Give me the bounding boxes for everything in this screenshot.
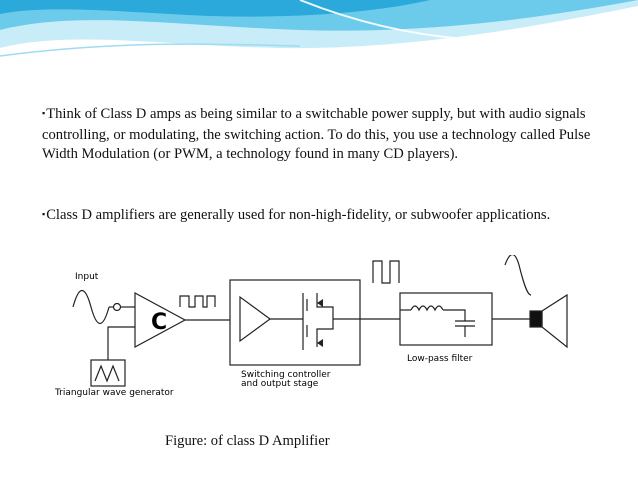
header-wave-decoration [0,0,638,80]
inductor-coil [411,306,443,310]
bullet-text: Class D amplifiers are generally used for non-high-fidelity, or subwoofer applications. [46,207,551,223]
driver-triangle [240,297,270,341]
bullet-pwm-explanation [42,105,602,165]
figure-caption: Figure: of class D Amplifier [165,433,330,449]
low-pass-filter-box [400,293,492,345]
switching-label-line2: and output stage [241,379,319,389]
input-label: Input [75,272,99,282]
input-terminal [114,304,121,311]
pwm-pulse-large [373,261,399,283]
switching-stage-box [230,280,360,365]
triangle-wave-icon [95,366,119,381]
comparator-label: C [151,310,168,335]
output-sine-wave [505,255,531,295]
speaker-cone [542,295,567,347]
bullet-marker: ▪ [42,209,46,219]
triangular-generator-box [91,360,125,386]
class-d-amplifier-diagram [55,255,585,405]
pwm-pulse-small [180,296,215,307]
bullet-usage [42,206,602,227]
bullet-text: Think of Class D amps as being similar to a switchable power supply, but with audio signals controlling, or modulating, the switching action. To do this, you use a technology called Pulse Width Modulation (or PWM, a technology found in many CD players). [42,106,591,162]
switching-label-line1: Switching controller [241,370,331,380]
input-sine-wave [73,291,109,324]
filter-label: Low-pass filter [407,354,473,364]
bullet-marker: ▪ [42,108,46,118]
generator-label: Triangular wave generator [55,388,174,398]
speaker-magnet [530,311,542,327]
